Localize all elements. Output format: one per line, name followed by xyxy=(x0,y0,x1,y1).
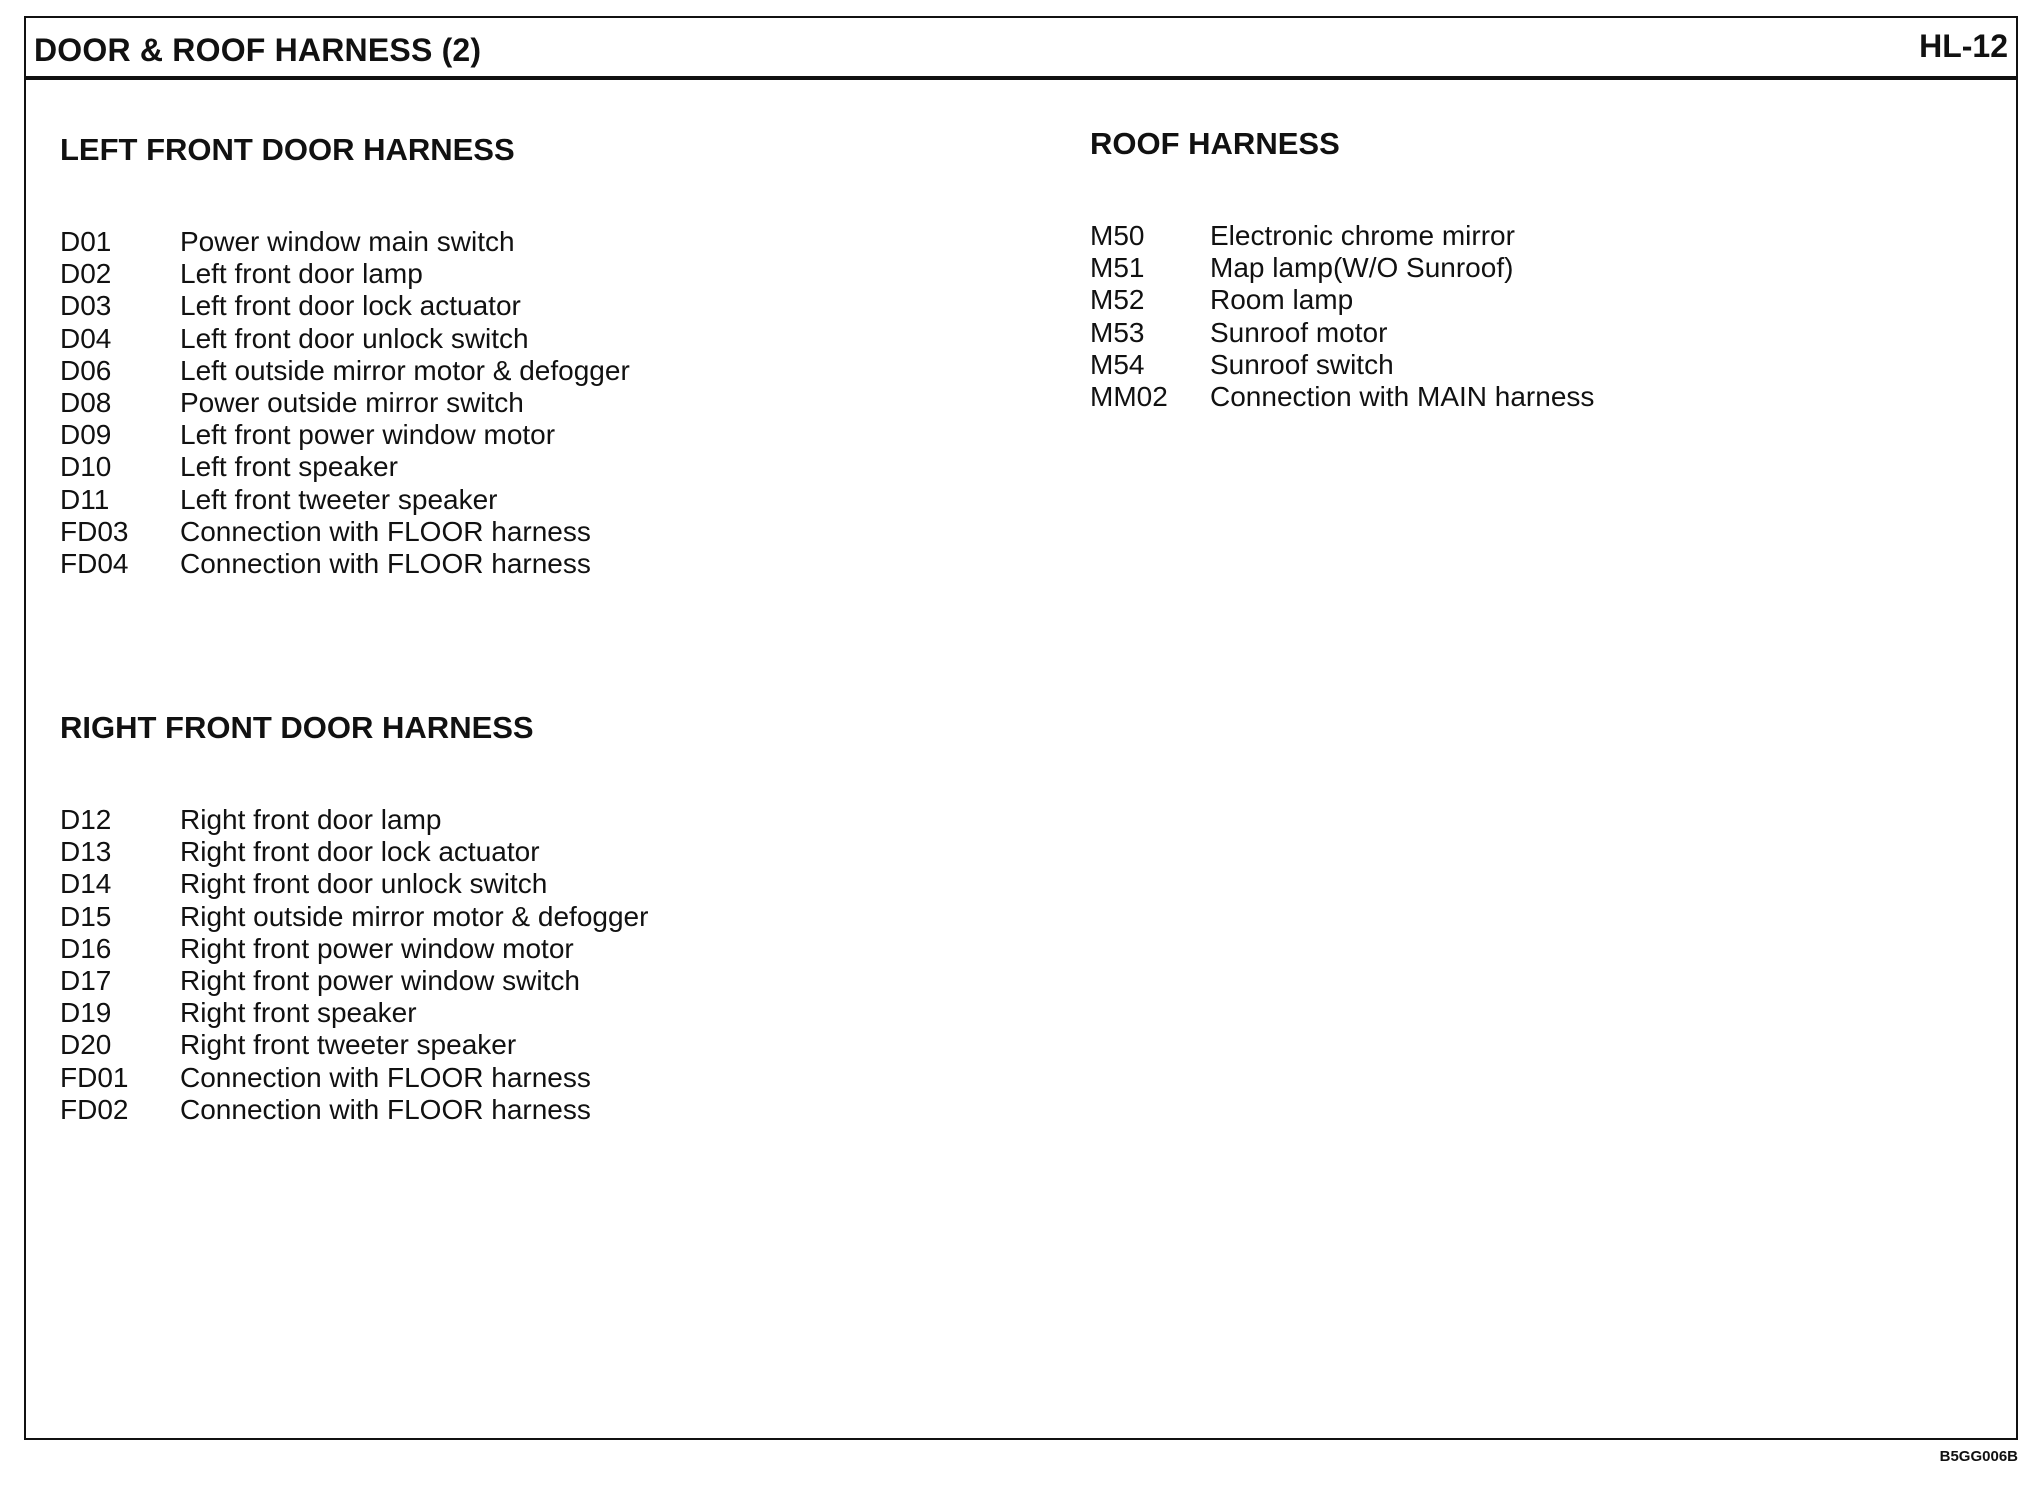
connector-description: Right front speaker xyxy=(180,997,417,1029)
connector-code: FD04 xyxy=(60,547,129,579)
connector-row xyxy=(1090,284,1594,316)
connector-code: D19 xyxy=(60,997,112,1029)
connector-row xyxy=(1090,349,1594,381)
roof-harness-section xyxy=(1090,124,1594,413)
connector-code: D16 xyxy=(60,932,112,964)
connector-code: D13 xyxy=(60,836,112,868)
connector-code: FD02 xyxy=(60,1093,129,1125)
page-header xyxy=(26,18,2016,80)
connector-description: Sunroof motor xyxy=(1210,316,1388,348)
connector-code: D02 xyxy=(60,258,112,290)
connector-row xyxy=(1090,252,1594,284)
connector-code: D03 xyxy=(60,290,112,322)
connector-description: Left front door unlock switch xyxy=(180,322,529,354)
figure-code: B5GG006B xyxy=(1939,1448,2018,1465)
connector-code: M50 xyxy=(1090,220,1145,251)
connector-description: Connection with FLOOR harness xyxy=(180,547,591,579)
connector-code: D04 xyxy=(60,322,112,354)
connector-code: D20 xyxy=(60,1029,112,1061)
connector-description: Right front door lamp xyxy=(180,804,442,835)
connector-description: Power window main switch xyxy=(180,226,515,257)
connector-code: D11 xyxy=(60,483,110,515)
connector-code: D10 xyxy=(60,451,112,483)
connector-code: D08 xyxy=(60,386,112,418)
right-front-door-section xyxy=(60,708,648,1126)
connector-description: Left front door lock actuator xyxy=(180,290,521,322)
connector-row xyxy=(60,387,630,419)
connector-row xyxy=(60,901,648,933)
left-front-door-section xyxy=(60,130,630,580)
section-title: RIGHT FRONT DOOR HARNESS xyxy=(60,710,534,745)
connector-row xyxy=(60,933,648,965)
connector-description: Left front door lamp xyxy=(180,258,423,290)
connector-code: D06 xyxy=(60,354,112,386)
connector-description: Connection with FLOOR harness xyxy=(180,515,591,547)
section-title: LEFT FRONT DOOR HARNESS xyxy=(60,132,515,167)
connector-description: Left front tweeter speaker xyxy=(180,483,498,515)
connector-description: Right front power window motor xyxy=(180,932,574,964)
page-title: DOOR & ROOF HARNESS (2) xyxy=(34,32,482,68)
connector-row xyxy=(60,1062,648,1094)
connector-code: D17 xyxy=(60,964,112,996)
connector-row xyxy=(60,965,648,997)
connector-description: Sunroof switch xyxy=(1210,348,1394,380)
connector-description: Room lamp xyxy=(1210,284,1354,316)
connector-code: D09 xyxy=(60,419,112,451)
connector-code: D12 xyxy=(60,804,112,835)
connector-code: FD03 xyxy=(60,515,129,547)
connector-code: M53 xyxy=(1090,316,1145,348)
connector-description: Right front tweeter speaker xyxy=(180,1029,517,1061)
connector-description: Left front power window motor xyxy=(180,419,556,451)
connector-row xyxy=(60,868,648,900)
connector-code: M51 xyxy=(1090,252,1145,284)
connector-row xyxy=(60,451,630,483)
connector-row xyxy=(60,484,630,516)
connector-row xyxy=(60,997,648,1029)
connector-code: FD01 xyxy=(60,1061,129,1093)
connector-row xyxy=(60,258,630,290)
connector-description: Right front door unlock switch xyxy=(180,868,548,900)
connector-list xyxy=(1090,220,1594,413)
connector-code: M54 xyxy=(1090,348,1145,380)
connector-row xyxy=(1090,220,1594,252)
connector-description: Connection with FLOOR harness xyxy=(180,1061,591,1093)
connector-row xyxy=(1090,317,1594,349)
connector-description: Right front door lock actuator xyxy=(180,836,540,868)
connector-row xyxy=(60,323,630,355)
connector-description: Electronic chrome mirror xyxy=(1210,220,1515,251)
connector-description: Right outside mirror motor & defogger xyxy=(180,900,649,932)
connector-row xyxy=(60,548,630,580)
connector-list xyxy=(60,226,630,580)
connector-description: Power outside mirror switch xyxy=(180,386,524,418)
connector-row xyxy=(60,355,630,387)
section-title: ROOF HARNESS xyxy=(1090,126,1340,161)
connector-row xyxy=(60,836,648,868)
connector-row xyxy=(60,1094,648,1126)
connector-code: D14 xyxy=(60,868,112,900)
connector-row xyxy=(60,290,630,322)
connector-description: Right front power window switch xyxy=(180,964,580,996)
connector-code: MM02 xyxy=(1090,380,1168,412)
connector-code: M52 xyxy=(1090,284,1145,316)
connector-row xyxy=(60,226,630,258)
connector-code: D15 xyxy=(60,900,112,932)
connector-row xyxy=(60,1029,648,1061)
connector-row xyxy=(1090,381,1594,413)
connector-description: Left front speaker xyxy=(180,451,398,483)
page-number: HL-12 xyxy=(1919,28,2008,64)
connector-list xyxy=(60,804,648,1126)
connector-description: Connection with FLOOR harness xyxy=(180,1093,591,1125)
connector-description: Map lamp(W/O Sunroof) xyxy=(1210,252,1514,284)
connector-row xyxy=(60,419,630,451)
connector-description: Connection with MAIN harness xyxy=(1210,380,1595,412)
connector-row xyxy=(60,516,630,548)
connector-code: D01 xyxy=(60,226,112,257)
connector-row xyxy=(60,804,648,836)
connector-description: Left outside mirror motor & defogger xyxy=(180,354,630,386)
